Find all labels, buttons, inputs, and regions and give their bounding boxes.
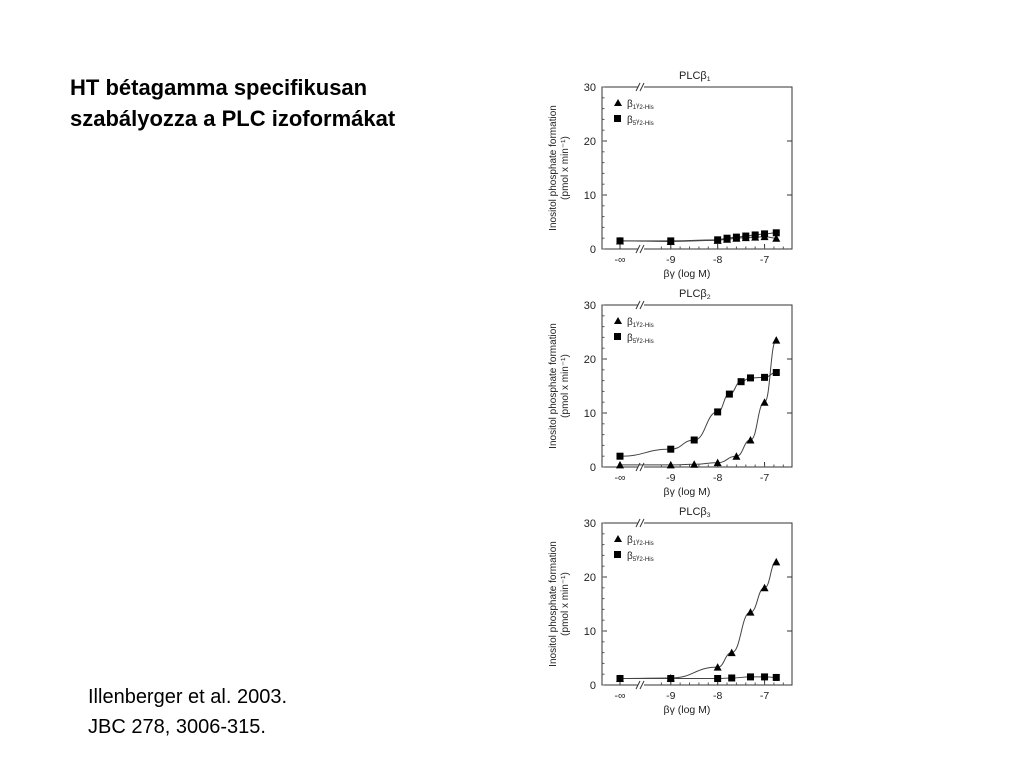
chart-title: PLCβ3 [679,506,711,519]
legend-label: $\beta_1^\gamma_{2-His}$ [627,535,654,547]
y-axis-label-group [548,323,571,449]
legend-marker-square [614,115,621,122]
legend-label: $\beta_5^\gamma_{2-His}$ [627,115,654,127]
legend-marker-square [614,551,621,558]
data-point-square [773,229,780,236]
chart-panel-3 [548,506,792,716]
series-curve-2 [620,373,776,457]
x-tick-label: -7 [759,690,770,702]
legend-label: $\beta_5^\gamma_{2-His}$ [627,551,654,563]
data-point-square [691,437,698,444]
y-axis-label: Inositol phosphate formation [548,541,559,667]
chart-panel-2 [548,288,792,498]
data-point-square [761,673,768,680]
data-point-triangle [746,608,754,616]
slide-title-line-1: HT bétagamma specifikusan [70,75,368,100]
data-point-square [773,369,780,376]
data-point-triangle [761,398,769,406]
y-axis-label-group [548,541,571,667]
data-point-square [742,233,749,240]
figure-svg [540,55,820,725]
figure-panels [540,55,820,725]
x-axis-label: βγ (log M) [663,704,711,716]
data-point-square [714,675,721,682]
legend-label: $\beta_1^\gamma_{2-His}$ [627,99,654,111]
y-tick-label: 10 [583,190,596,202]
x-tick-label: -∞ [614,254,626,266]
y-tick-label: 10 [583,408,596,420]
data-point-square [738,378,745,385]
x-tick-label: -8 [712,472,723,484]
data-point-square [617,237,624,244]
slide-title-line-2: szabályozza a PLC izoformákat [70,106,396,131]
data-point-square [667,675,674,682]
data-point-square [667,237,674,244]
series-curve-1 [620,562,776,679]
y-tick-label: 30 [583,300,596,312]
x-tick-label: -∞ [614,690,626,702]
series-curve-1 [620,340,776,465]
citation-line-1: Illenberger et al. 2003. [88,686,288,708]
y-axis-label: Inositol phosphate formation [548,105,559,231]
y-axis-label-group [548,105,571,231]
data-point-square [761,374,768,381]
y-tick-label: 0 [589,462,596,474]
x-tick-label: -9 [666,690,676,702]
legend-marker-square [614,333,621,340]
chart-title: PLCβ1 [679,70,711,83]
chart-panel-1 [548,70,792,280]
citation-line-2: JBC 278, 3006-315. [88,716,266,738]
data-point-square [733,234,740,241]
legend-marker-triangle [614,535,622,542]
y-tick-label: 0 [589,244,596,256]
y-axis-units: (pmol x min⁻¹) [560,136,571,200]
citation [88,682,287,742]
y-tick-label: 20 [583,354,596,366]
x-tick-label: -9 [666,254,676,266]
data-point-square [761,230,768,237]
data-point-square [747,374,754,381]
x-axis-label: βγ (log M) [663,486,711,498]
y-tick-label: 10 [583,626,596,638]
y-tick-label: 30 [583,82,596,94]
legend-marker-triangle [614,99,622,106]
legend-label: $\beta_1^\gamma_{2-His}$ [627,317,654,329]
data-point-square [752,231,759,238]
data-point-triangle [728,649,736,657]
data-point-square [726,391,733,398]
x-tick-label: -∞ [614,472,626,484]
legend-marker-triangle [614,317,622,324]
x-tick-label: -8 [712,690,723,702]
data-point-square [714,408,721,415]
x-tick-label: -8 [712,254,723,266]
y-tick-label: 30 [583,518,596,530]
plot-frame [602,523,792,685]
chart-title: PLCβ2 [679,288,711,301]
y-axis-units: (pmol x min⁻¹) [560,354,571,418]
data-point-triangle [772,558,780,566]
data-point-square [728,674,735,681]
legend-label: $\beta_5^\gamma_{2-His}$ [627,333,654,345]
x-tick-label: -7 [759,472,770,484]
data-point-square [617,675,624,682]
y-axis-label: Inositol phosphate formation [548,323,559,449]
data-point-triangle [732,452,740,460]
data-point-square [667,446,674,453]
data-point-square [747,673,754,680]
x-axis-label: βγ (log M) [663,268,711,280]
data-point-square [724,235,731,242]
data-point-triangle [772,336,780,344]
data-point-square [714,236,721,243]
plot-frame [602,87,792,249]
y-axis-units: (pmol x min⁻¹) [560,572,571,636]
slide-title [70,72,510,134]
data-point-square [617,453,624,460]
y-tick-label: 20 [583,136,596,148]
y-tick-label: 0 [589,680,596,692]
x-tick-label: -9 [666,472,676,484]
data-point-square [773,674,780,681]
y-tick-label: 20 [583,572,596,584]
x-tick-label: -7 [759,254,770,266]
